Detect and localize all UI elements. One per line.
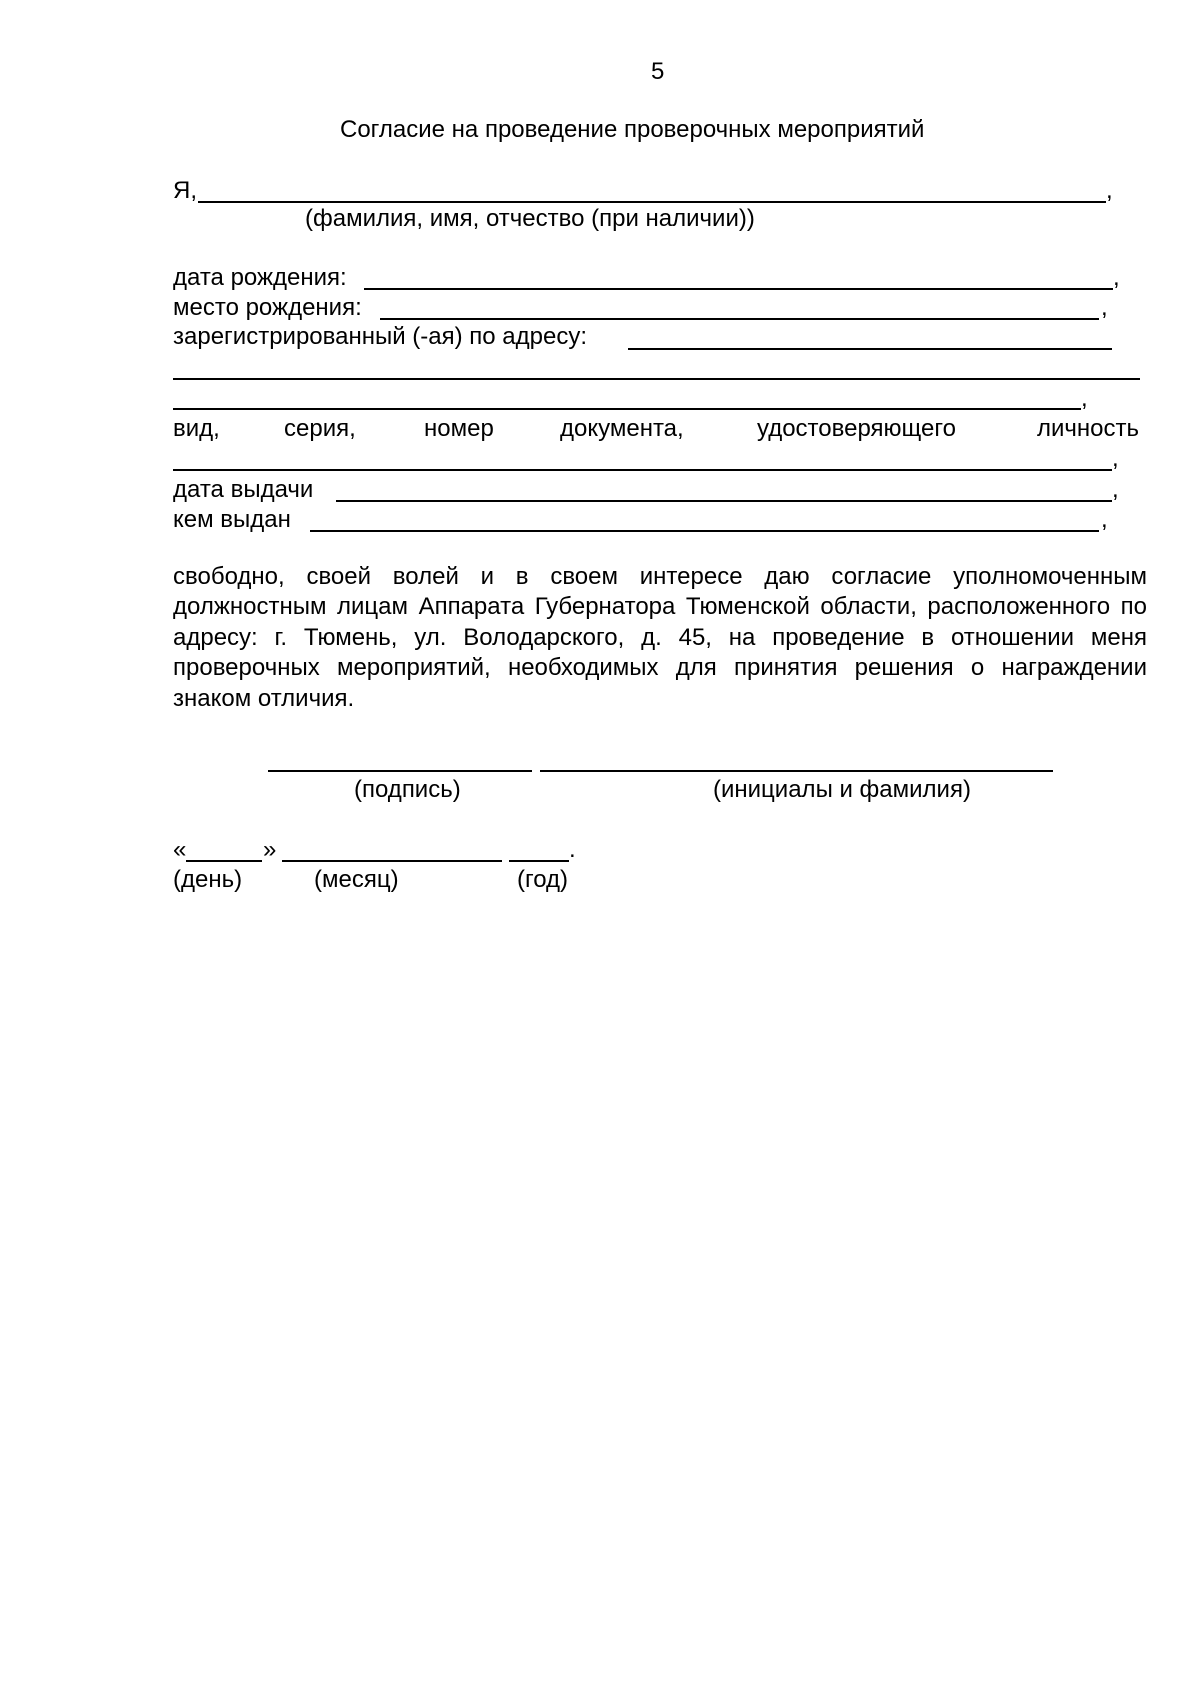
- consent-paragraph: свободно, своей волей и в своем интересе даю согласие уполномоченным должностным лицам Аппарата Губернатора Тюменской области, расположенного по адресу: г. Тюмень, ул. Володарского, д. 45, на проведение в отношении меня проверочных мероприятий, необходимых для принятия решения о награждении знаком отличия.: [173, 563, 1147, 712]
- year-caption: (год): [517, 866, 569, 893]
- name-caption: (инициалы и фамилия): [713, 776, 971, 803]
- date-period: .: [569, 836, 576, 863]
- doc-input-line[interactable]: [173, 469, 1112, 471]
- month-caption: (месяц): [314, 866, 399, 893]
- address-input-line-2[interactable]: [173, 378, 1140, 380]
- i-prefix: Я,: [173, 177, 197, 204]
- address-input-line-1[interactable]: [628, 348, 1112, 350]
- year-input-line[interactable]: [509, 860, 569, 862]
- issued-by-label: кем выдан: [173, 506, 291, 533]
- document-title: Согласие на проведение проверочных мероприятий: [340, 116, 925, 143]
- birth-date-label: дата рождения:: [173, 264, 347, 291]
- issued-by-input-line[interactable]: [310, 530, 1099, 532]
- fio-comma: ,: [1106, 177, 1113, 204]
- name-input-line[interactable]: [540, 770, 1053, 772]
- doc-word-4: документа,: [560, 415, 684, 442]
- birth-date-comma: ,: [1113, 264, 1120, 291]
- birth-date-input-line[interactable]: [364, 288, 1113, 290]
- doc-comma: ,: [1112, 445, 1119, 472]
- address-comma: ,: [1081, 385, 1088, 412]
- doc-word-2: серия,: [284, 415, 356, 442]
- month-input-line[interactable]: [282, 860, 502, 862]
- birth-place-comma: ,: [1101, 294, 1108, 321]
- day-caption: (день): [173, 866, 243, 893]
- issued-by-comma: ,: [1101, 506, 1108, 533]
- birth-place-input-line[interactable]: [380, 318, 1099, 320]
- fio-caption: (фамилия, имя, отчество (при наличии)): [305, 205, 755, 232]
- signature-input-line[interactable]: [268, 770, 532, 772]
- doc-word-3: номер: [424, 415, 494, 442]
- day-input-line[interactable]: [186, 860, 262, 862]
- birth-place-label: место рождения:: [173, 294, 362, 321]
- signature-caption: (подпись): [354, 776, 461, 803]
- doc-word-1: вид,: [173, 415, 220, 442]
- fio-input-line[interactable]: [198, 201, 1106, 203]
- issue-date-input-line[interactable]: [336, 500, 1112, 502]
- date-close-quote: »: [263, 836, 277, 863]
- doc-word-6: личность: [1037, 415, 1140, 442]
- issue-date-label: дата выдачи: [173, 476, 314, 503]
- address-input-line-3[interactable]: [173, 408, 1081, 410]
- address-label: зарегистрированный (-ая) по адресу:: [173, 323, 588, 350]
- date-open-quote: «: [173, 836, 187, 863]
- doc-word-5: удостоверяющего: [757, 415, 956, 442]
- issue-date-comma: ,: [1112, 476, 1119, 503]
- page-number: 5: [651, 58, 665, 85]
